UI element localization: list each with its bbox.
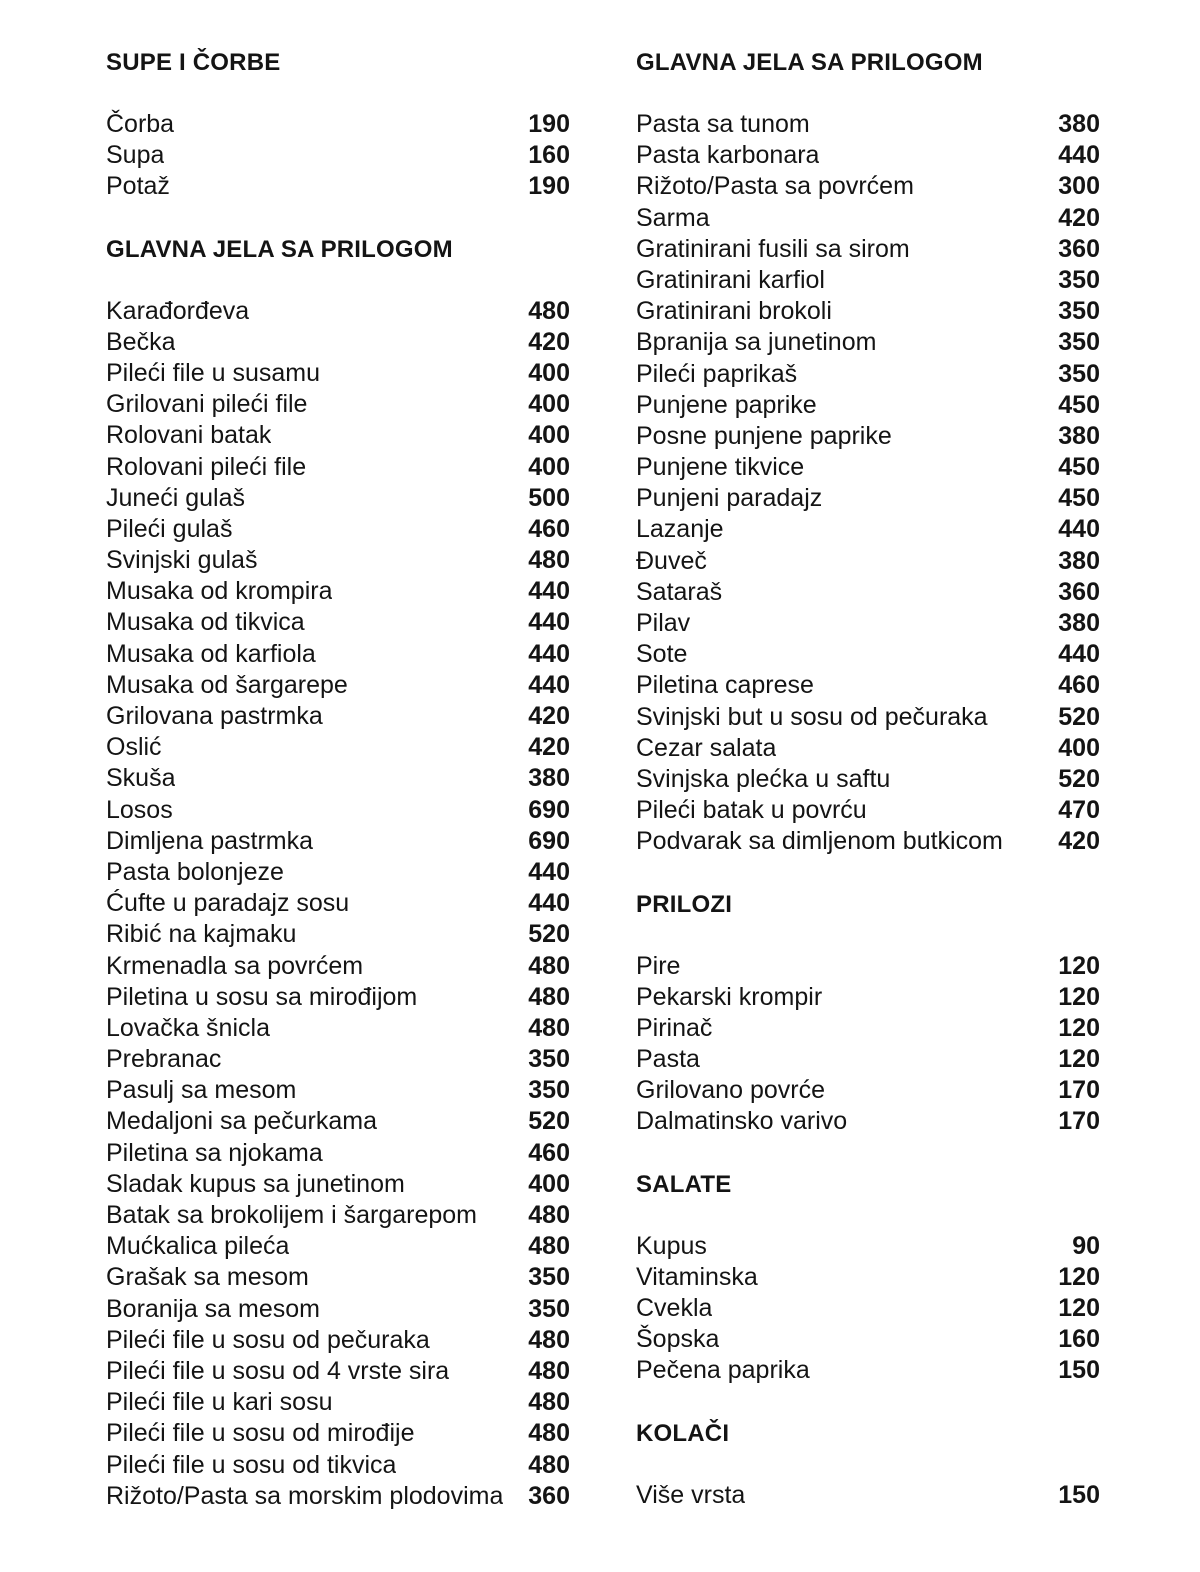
menu-item-price: 400 <box>528 1169 570 1198</box>
menu-item-name: Piletina sa njokama <box>106 1138 323 1167</box>
menu-item-price: 190 <box>528 172 570 201</box>
menu-item-price: 120 <box>1058 951 1100 980</box>
menu-item-name: Dalmatinsko varivo <box>636 1107 848 1136</box>
menu-item <box>636 1262 1100 1293</box>
menu-item <box>106 1169 570 1200</box>
menu-item-price: 440 <box>1058 515 1100 544</box>
menu-item-list <box>106 109 570 203</box>
menu-item-name: Losos <box>106 795 173 824</box>
menu-item <box>106 1138 570 1169</box>
menu-item-name: Boranija sa mesom <box>106 1294 320 1323</box>
menu-item-name: Rolovani pileći file <box>106 452 307 481</box>
menu-item <box>106 795 570 826</box>
menu-item-list <box>636 1480 1100 1511</box>
menu-item <box>106 1481 570 1512</box>
menu-item-name: Prebranac <box>106 1045 222 1074</box>
menu-item <box>106 826 570 857</box>
menu-item-price: 90 <box>1072 1231 1100 1260</box>
menu-item-name: Punjene paprike <box>636 390 817 419</box>
menu-item <box>636 1044 1100 1075</box>
menu-item-name: Ćufte u paradajz sosu <box>106 889 350 918</box>
menu-item <box>636 359 1100 390</box>
menu-item <box>106 1231 570 1262</box>
menu-item-price: 520 <box>528 920 570 949</box>
menu-item <box>106 1387 570 1418</box>
menu-item-price: 470 <box>1058 796 1100 825</box>
menu-item-name: Grašak sa mesom <box>106 1263 309 1292</box>
menu-item <box>106 1294 570 1325</box>
menu-item-price: 420 <box>1058 827 1100 856</box>
menu-item <box>636 140 1100 171</box>
menu-item <box>106 576 570 607</box>
menu-item-price: 380 <box>1058 546 1100 575</box>
menu-item-price: 520 <box>1058 702 1100 731</box>
menu-item-price: 400 <box>528 358 570 387</box>
menu-item <box>106 452 570 483</box>
menu-item-price: 360 <box>1058 577 1100 606</box>
menu-item <box>636 795 1100 826</box>
menu-item-name: Gratinirani karfiol <box>636 265 825 294</box>
menu-item <box>106 1450 570 1481</box>
menu-item <box>636 234 1100 265</box>
menu-item <box>636 1293 1100 1324</box>
menu-item-name: Bpranija sa junetinom <box>636 328 877 357</box>
menu-item-name: Karađorđeva <box>106 296 250 325</box>
menu-item-name: Šopska <box>636 1325 720 1354</box>
menu-item <box>636 1231 1100 1262</box>
menu-item-name: Musaka od šargarepe <box>106 670 348 699</box>
menu-item-name: Grilovani pileći file <box>106 390 308 419</box>
menu-item-name: Pasulj sa mesom <box>106 1076 297 1105</box>
menu-item-price: 150 <box>1058 1356 1100 1385</box>
menu-item-price: 480 <box>528 1201 570 1229</box>
menu-item-name: Kupus <box>636 1231 707 1260</box>
menu-item-name: Pileći file u sosu od mirođije <box>106 1419 415 1448</box>
menu-item-price: 500 <box>528 483 570 512</box>
menu-item <box>106 140 570 171</box>
menu-item-price: 480 <box>528 1232 570 1261</box>
menu-item-price: 440 <box>528 639 570 668</box>
menu-item <box>636 1075 1100 1106</box>
menu-item-name: Rolovani batak <box>106 421 272 450</box>
menu-item <box>106 109 570 140</box>
menu-item <box>106 763 570 794</box>
section-title-prilozi: PRILOZI <box>636 890 733 918</box>
menu-item-name: Podvarak sa dimljenom butkicom <box>636 827 1003 856</box>
menu-item-price: 120 <box>1058 1045 1100 1074</box>
menu-item <box>636 546 1100 577</box>
menu-item-name: Rižoto/Pasta sa morskim plodovima <box>106 1481 504 1510</box>
menu-item-name: Medaljoni sa pečurkama <box>106 1107 377 1136</box>
menu-item <box>106 1325 570 1356</box>
menu-item-name: Musaka od karfiola <box>106 639 316 668</box>
menu-item-name: Musaka od krompira <box>106 577 333 606</box>
menu-item-name: Musaka od tikvica <box>106 608 305 637</box>
menu-item-name: Cvekla <box>636 1294 713 1322</box>
menu-item-price: 690 <box>528 795 570 824</box>
menu-item-price: 170 <box>1058 1107 1100 1136</box>
menu-item <box>636 1106 1100 1137</box>
menu-item-name: Vitaminska <box>636 1262 758 1291</box>
menu-item-price: 440 <box>528 577 570 606</box>
menu-item-name: Rižoto/Pasta sa povrćem <box>636 172 914 201</box>
menu-item-price: 420 <box>528 327 570 356</box>
menu-item-price: 460 <box>1058 671 1100 700</box>
menu-item <box>636 265 1100 296</box>
menu-item <box>106 358 570 389</box>
menu-item-price: 360 <box>1058 234 1100 263</box>
menu-item-price: 440 <box>1058 640 1100 669</box>
menu-item-name: Sarma <box>636 203 710 232</box>
menu-item-price: 440 <box>528 857 570 886</box>
menu-item <box>636 639 1100 670</box>
menu-item <box>106 1013 570 1044</box>
menu-item-price: 480 <box>528 982 570 1011</box>
menu-item <box>106 1106 570 1137</box>
menu-item <box>636 421 1100 452</box>
section-title-supe-i-corbe: SUPE I ČORBE <box>106 49 281 76</box>
menu-item <box>636 1480 1100 1511</box>
menu-item-name: Pasta karbonara <box>636 141 820 170</box>
menu-item-name: Punjeni paradajz <box>636 484 823 513</box>
menu-item <box>636 327 1100 358</box>
menu-item-price: 400 <box>1058 733 1100 762</box>
menu-item-price: 350 <box>528 1076 570 1105</box>
menu-item-name: Sote <box>636 640 688 669</box>
menu-item-name: Pileći file u susamu <box>106 358 320 387</box>
menu-item-price: 150 <box>1058 1480 1100 1509</box>
menu-item-price: 480 <box>528 1450 570 1479</box>
menu-item-price: 480 <box>528 1419 570 1448</box>
menu-item-price: 170 <box>1058 1076 1100 1105</box>
menu-item <box>106 1075 570 1106</box>
menu-item-price: 350 <box>528 1294 570 1323</box>
menu-item <box>636 296 1100 327</box>
menu-item-price: 160 <box>528 141 570 170</box>
menu-item-name: Svinjska plećka u saftu <box>636 764 891 793</box>
menu-item <box>106 951 570 982</box>
menu-item-price: 440 <box>1058 141 1100 170</box>
menu-item-name: Đuveč <box>636 546 707 575</box>
menu-item <box>636 702 1100 733</box>
menu-item-price: 350 <box>1058 359 1100 388</box>
menu-item-price: 350 <box>1058 297 1100 326</box>
menu-item-name: Grilovana pastrmka <box>106 702 323 730</box>
menu-item-name: Pilav <box>636 609 691 637</box>
menu-item-name: Svinjski but u sosu od pečuraka <box>636 702 988 731</box>
menu-item-name: Piletina caprese <box>636 671 814 700</box>
menu-item-price: 520 <box>528 1107 570 1136</box>
menu-item-price: 120 <box>1058 1262 1100 1291</box>
menu-item-price: 120 <box>1058 1294 1100 1322</box>
menu-item <box>106 919 570 950</box>
section-title-glavna-jela-sa-prilogom: GLAVNA JELA SA PRILOGOM <box>636 49 983 76</box>
menu-item-name: Pire <box>636 951 681 980</box>
menu-item <box>106 982 570 1013</box>
menu-item-name: Cezar salata <box>636 733 777 762</box>
menu-item-name: Pileći file u sosu od tikvica <box>106 1450 397 1479</box>
menu-item-name: Pileći batak u povrću <box>636 796 867 825</box>
menu-item-price: 380 <box>1058 421 1100 450</box>
menu-item-name: Oslić <box>106 733 162 762</box>
menu-item-price: 450 <box>1058 453 1100 482</box>
menu-item <box>106 639 570 670</box>
menu-item-list <box>636 109 1100 858</box>
menu-item <box>106 888 570 919</box>
menu-column-left <box>106 47 570 1543</box>
menu-item <box>636 670 1100 701</box>
menu-item <box>106 732 570 763</box>
menu-item-price: 440 <box>528 889 570 918</box>
menu-item-price: 460 <box>528 1138 570 1167</box>
menu-item-price: 160 <box>1058 1325 1100 1354</box>
menu-item-price: 350 <box>1058 265 1100 294</box>
menu-item-price: 420 <box>528 702 570 730</box>
menu-item-name: Batak sa brokolijem i šargarepom <box>106 1201 477 1229</box>
menu-item-price: 120 <box>1058 982 1100 1011</box>
menu-item-price: 400 <box>528 390 570 419</box>
menu-item <box>106 1044 570 1075</box>
menu-item-price: 690 <box>528 826 570 855</box>
menu-item-price: 420 <box>528 733 570 762</box>
menu-item-name: Sataraš <box>636 577 723 606</box>
menu-item-list <box>636 951 1100 1138</box>
menu-item-price: 450 <box>1058 390 1100 419</box>
menu-item-name: Pileći file u sosu od pečuraka <box>106 1325 430 1354</box>
menu-column-right <box>636 47 1100 1542</box>
menu-item <box>106 483 570 514</box>
menu-item <box>106 857 570 888</box>
menu-item <box>636 1355 1100 1386</box>
menu-item <box>106 1418 570 1449</box>
menu-item <box>106 296 570 327</box>
menu-item <box>636 483 1100 514</box>
menu-item-name: Pasta bolonjeze <box>106 857 284 886</box>
menu-item-name: Pirinač <box>636 1013 713 1042</box>
menu-item-price: 480 <box>528 296 570 325</box>
menu-item <box>106 327 570 358</box>
menu-item-name: Mućkalica pileća <box>106 1232 290 1261</box>
menu-item <box>106 389 570 420</box>
menu-item-name: Pasta sa tunom <box>636 110 810 138</box>
menu-item-price: 380 <box>1058 609 1100 637</box>
section-title-glavna-jela-sa-prilogom: GLAVNA JELA SA PRILOGOM <box>106 235 453 263</box>
menu-item-name: Pileći file u kari sosu <box>106 1388 333 1417</box>
menu-item-name: Punjene tikvice <box>636 453 805 482</box>
menu-item <box>636 826 1100 857</box>
menu-item <box>636 733 1100 764</box>
menu-item-price: 480 <box>528 1388 570 1417</box>
menu-item-price: 450 <box>1058 484 1100 513</box>
menu-item <box>636 608 1100 639</box>
menu-item <box>636 452 1100 483</box>
menu-item-price: 380 <box>1058 110 1100 138</box>
menu-item-name: Pileći gulaš <box>106 514 233 543</box>
menu-item <box>106 545 570 576</box>
menu-item-price: 480 <box>528 951 570 980</box>
menu-item-name: Pileći file u sosu od 4 vrste sira <box>106 1356 450 1385</box>
menu-item <box>636 577 1100 608</box>
menu-item-price: 440 <box>528 608 570 637</box>
menu-item-name: Supa <box>106 141 165 170</box>
menu-item <box>636 951 1100 982</box>
menu-item-price: 420 <box>1058 203 1100 232</box>
menu-item-price: 350 <box>528 1263 570 1292</box>
menu-item-price: 120 <box>1058 1013 1100 1042</box>
menu-item <box>106 607 570 638</box>
menu-item <box>636 982 1100 1013</box>
menu-item-price: 440 <box>528 670 570 699</box>
menu-item-price: 400 <box>528 421 570 450</box>
menu-item-name: Lazanje <box>636 515 724 544</box>
menu-item-price: 300 <box>1058 172 1100 201</box>
menu-item-name: Lovačka šnicla <box>106 1013 270 1042</box>
menu-item <box>636 171 1100 202</box>
menu-item-price: 400 <box>528 452 570 481</box>
menu-item-name: Pekarski krompir <box>636 982 823 1011</box>
menu-item <box>106 701 570 732</box>
menu-item-name: Sladak kupus sa junetinom <box>106 1169 405 1198</box>
menu-item-list <box>106 296 570 1512</box>
menu-item-price: 480 <box>528 1356 570 1385</box>
menu-item <box>106 171 570 202</box>
menu-item <box>636 203 1100 234</box>
menu-item-price: 480 <box>528 1013 570 1042</box>
menu-item-name: Juneći gulaš <box>106 483 245 512</box>
menu-item <box>636 514 1100 545</box>
menu-item-price: 360 <box>528 1481 570 1510</box>
menu-item-price: 460 <box>528 514 570 543</box>
menu-item-name: Grilovano povrće <box>636 1076 825 1105</box>
menu-item-name: Ribić na kajmaku <box>106 920 297 949</box>
menu-item <box>106 1356 570 1387</box>
menu-item-price: 190 <box>528 110 570 138</box>
menu-item <box>636 764 1100 795</box>
menu-item-name: Pasta <box>636 1045 700 1074</box>
menu-item-name: Posne punjene paprike <box>636 421 892 450</box>
menu-item <box>636 1013 1100 1044</box>
menu-item-name: Više vrsta <box>636 1480 746 1509</box>
menu-item-price: 350 <box>528 1045 570 1074</box>
menu-item <box>106 1262 570 1293</box>
menu-item-name: Potaž <box>106 172 170 201</box>
section-title-kolaci: KOLAČI <box>636 1419 730 1447</box>
menu-item <box>106 670 570 701</box>
menu-item <box>636 109 1100 140</box>
menu-item-name: Bečka <box>106 327 176 356</box>
menu-item-name: Krmenadla sa povrćem <box>106 951 364 980</box>
menu-item <box>106 514 570 545</box>
menu-item-name: Pečena paprika <box>636 1356 810 1385</box>
menu-item <box>106 1200 570 1231</box>
menu-item-price: 480 <box>528 546 570 575</box>
menu-item-price: 520 <box>1058 764 1100 793</box>
menu-item-name: Gratinirani brokoli <box>636 297 832 326</box>
menu-item-price: 350 <box>1058 328 1100 357</box>
menu-item-name: Piletina u sosu sa mirođijom <box>106 982 418 1011</box>
menu-item-price: 480 <box>528 1325 570 1354</box>
menu-item-name: Gratinirani fusili sa sirom <box>636 234 910 263</box>
menu-item-name: Dimljena pastrmka <box>106 826 314 855</box>
menu-item-name: Skuša <box>106 764 176 793</box>
menu-item <box>106 420 570 451</box>
menu-item-name: Pileći paprikaš <box>636 359 798 388</box>
menu-item-name: Čorba <box>106 110 175 138</box>
menu-item-name: Svinjski gulaš <box>106 546 258 575</box>
section-title-salate: SALATE <box>636 1170 732 1198</box>
menu-item <box>636 1324 1100 1355</box>
menu-item-list <box>636 1231 1100 1387</box>
menu-item-price: 380 <box>528 764 570 793</box>
menu-item <box>636 390 1100 421</box>
